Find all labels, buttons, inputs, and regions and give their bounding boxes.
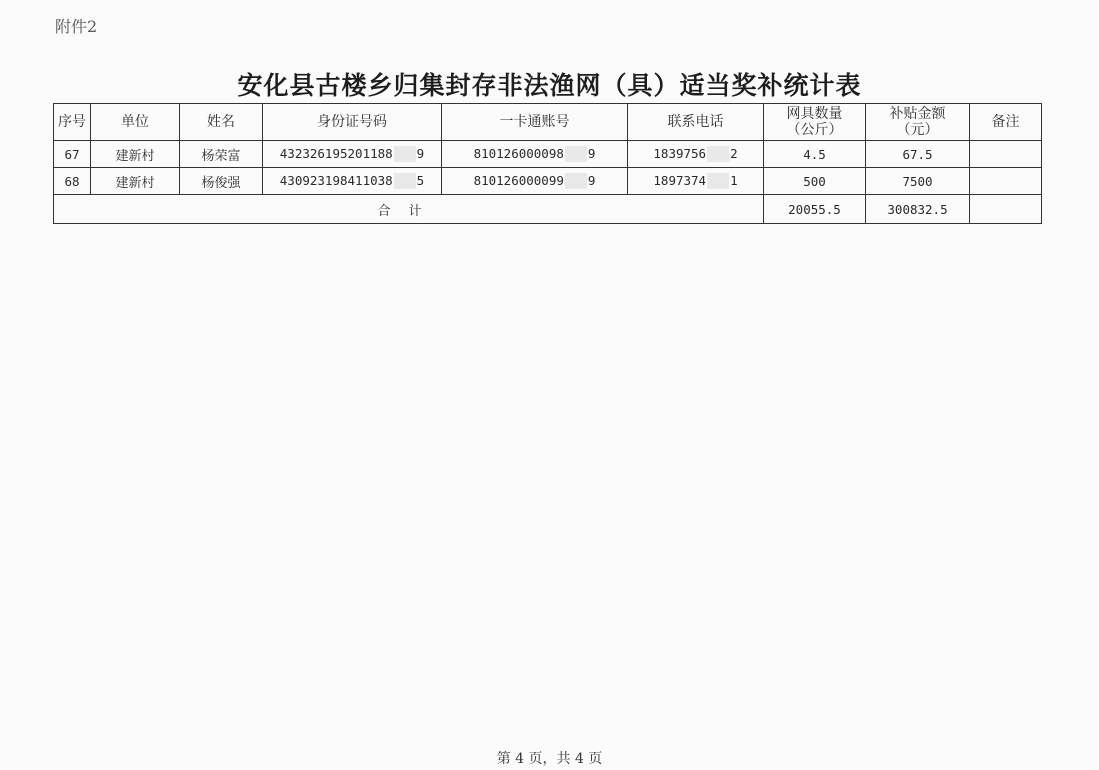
total-label-text: 合计 xyxy=(377,203,440,219)
header-phone: 联系电话 xyxy=(628,104,764,141)
header-net-quantity-line2: （公斤） xyxy=(786,122,843,138)
cell-net-quantity: 4.5 xyxy=(764,141,866,168)
header-net-quantity-line1: 网具数量 xyxy=(786,106,843,122)
id-suffix: 5 xyxy=(416,172,425,188)
header-row xyxy=(54,104,1042,141)
attachment-label: 附件2 xyxy=(55,17,98,36)
total-remark xyxy=(970,195,1042,224)
cell-name: 杨俊强 xyxy=(180,168,263,195)
redaction-mark xyxy=(707,173,729,189)
header-unit: 单位 xyxy=(91,104,180,141)
cell-phone xyxy=(628,141,764,168)
cell-subsidy: 7500 xyxy=(866,168,970,195)
header-seq: 序号 xyxy=(54,104,91,141)
cell-remark xyxy=(970,141,1042,168)
phone-suffix: 1 xyxy=(730,172,738,188)
redaction-mark xyxy=(565,146,587,162)
cell-remark xyxy=(970,168,1042,195)
total-subsidy: 300832.5 xyxy=(866,195,970,224)
cell-subsidy: 67.5 xyxy=(866,141,970,168)
cell-card-account xyxy=(442,141,628,168)
total-row xyxy=(54,195,1042,224)
table-row xyxy=(54,168,1042,195)
cell-phone xyxy=(628,168,764,195)
header-subsidy xyxy=(866,104,970,141)
total-label xyxy=(54,195,764,224)
card-suffix: 9 xyxy=(587,145,596,161)
id-prefix: 430923198411038 xyxy=(279,172,393,188)
id-prefix: 432326195201188 xyxy=(279,145,393,161)
phone-prefix: 1897374 xyxy=(653,172,707,188)
card-suffix: 9 xyxy=(587,172,596,188)
header-name: 姓名 xyxy=(180,104,263,141)
header-subsidy-line2: （元） xyxy=(896,122,939,138)
header-subsidy-line1: 补贴金额 xyxy=(889,106,946,122)
redaction-mark xyxy=(565,173,587,189)
cell-name: 杨荣富 xyxy=(180,141,263,168)
redaction-mark xyxy=(394,173,416,189)
cell-card-account xyxy=(442,168,628,195)
table-row xyxy=(54,141,1042,168)
header-remark: 备注 xyxy=(970,104,1042,141)
cell-seq: 68 xyxy=(54,168,91,195)
phone-suffix: 2 xyxy=(730,145,738,161)
cell-seq: 67 xyxy=(54,141,91,168)
cell-unit: 建新村 xyxy=(91,168,180,195)
header-card-account: 一卡通账号 xyxy=(442,104,628,141)
header-id-number: 身份证号码 xyxy=(263,104,442,141)
redaction-mark xyxy=(707,146,729,162)
card-prefix: 810126000099 xyxy=(473,172,564,188)
redaction-mark xyxy=(394,146,416,162)
id-suffix: 9 xyxy=(416,145,425,161)
cell-unit: 建新村 xyxy=(91,141,180,168)
cell-id-number xyxy=(263,141,442,168)
header-net-quantity xyxy=(764,104,866,141)
phone-prefix: 1839756 xyxy=(653,145,707,161)
total-net-quantity: 20055.5 xyxy=(764,195,866,224)
subsidy-table xyxy=(53,103,1042,224)
cell-id-number xyxy=(263,168,442,195)
cell-net-quantity: 500 xyxy=(764,168,866,195)
page-footer: 第 4 页，共 4 页 xyxy=(496,751,603,767)
page-title: 安化县古楼乡归集封存非法渔网（具）适当奖补统计表 xyxy=(237,71,862,100)
card-prefix: 810126000098 xyxy=(473,145,564,161)
